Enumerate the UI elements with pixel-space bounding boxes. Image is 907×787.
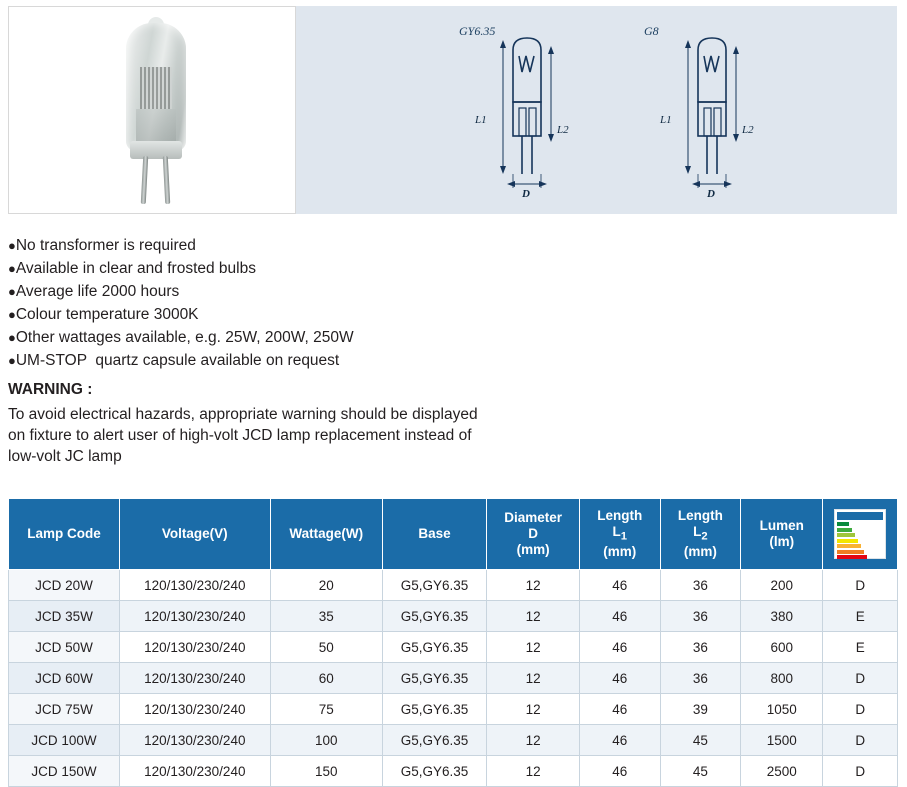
column-header-base: Base	[382, 499, 486, 570]
table-header-row	[9, 499, 898, 570]
cell-lamp-code: JCD 75W	[9, 694, 120, 725]
column-header-length2	[660, 499, 741, 570]
cell-length1: 46	[579, 663, 660, 694]
cell-base: G5,GY6.35	[382, 570, 486, 601]
cell-voltage: 120/130/230/240	[119, 663, 270, 694]
cell-diameter: 12	[487, 570, 580, 601]
cell-lamp-code: JCD 60W	[9, 663, 120, 694]
table-row	[9, 663, 898, 694]
table-row	[9, 725, 898, 756]
table-header	[9, 499, 898, 570]
bulb-illustration	[104, 23, 209, 203]
column-header-diameter-line1: Diameter	[504, 510, 562, 525]
cell-length1: 46	[579, 756, 660, 787]
feature-item	[8, 326, 708, 349]
cell-voltage: 120/130/230/240	[119, 694, 270, 725]
energy-label-bars	[837, 522, 867, 561]
energy-bar-a	[837, 522, 849, 526]
bullet-icon: ●	[8, 307, 16, 322]
cell-lamp-code: JCD 20W	[9, 570, 120, 601]
energy-bar-e	[837, 544, 861, 548]
cell-length1: 46	[579, 725, 660, 756]
bulb-pin-right	[163, 156, 171, 204]
feature-item	[8, 234, 708, 257]
feature-list	[8, 234, 708, 372]
table-body	[9, 570, 898, 787]
drawing-g8-svg	[636, 16, 826, 206]
cell-length2: 36	[660, 663, 741, 694]
column-header-length2-line2	[663, 524, 739, 545]
cell-base: G5,GY6.35	[382, 694, 486, 725]
cell-wattage: 60	[270, 663, 382, 694]
feature-text: Colour temperature 3000K	[15, 306, 199, 323]
column-header-lumen-line1: Lumen	[759, 518, 804, 533]
energy-bar-d	[837, 539, 858, 543]
feature-text: No transformer is required	[15, 237, 196, 254]
feature-text: Available in clear and frosted bulbs	[15, 260, 256, 277]
length2-subscript: 2	[701, 530, 708, 543]
energy-bar-f	[837, 550, 864, 554]
technical-drawings	[296, 6, 897, 214]
table-row	[9, 601, 898, 632]
cell-energy-class: D	[823, 570, 898, 601]
column-header-lamp-code: Lamp Code	[9, 499, 120, 570]
cell-length2: 45	[660, 725, 741, 756]
column-header-wattage: Wattage(W)	[270, 499, 382, 570]
cell-voltage: 120/130/230/240	[119, 632, 270, 663]
cell-length2: 36	[660, 632, 741, 663]
cell-diameter: 12	[487, 694, 580, 725]
cell-energy-class: D	[823, 725, 898, 756]
cell-base: G5,GY6.35	[382, 756, 486, 787]
column-header-length2-line1: Length	[677, 507, 723, 523]
hero-band	[8, 6, 897, 214]
column-header-length1-line2	[582, 524, 658, 545]
warning-body	[8, 404, 728, 467]
cell-diameter: 12	[487, 632, 580, 663]
feature-item	[8, 303, 708, 326]
drawing-gy635	[451, 16, 641, 206]
cell-voltage: 120/130/230/240	[119, 725, 270, 756]
length1-symbol: L	[612, 523, 621, 539]
column-header-diameter	[487, 499, 580, 570]
cell-lumen: 200	[741, 570, 823, 601]
cell-diameter: 12	[487, 601, 580, 632]
cell-length2: 36	[660, 601, 741, 632]
cell-length2: 39	[660, 694, 741, 725]
column-header-energy-class	[823, 499, 898, 570]
specification-table	[8, 498, 898, 787]
warning-line: To avoid electrical hazards, appropriate warning should be displayed	[8, 406, 478, 423]
cell-base: G5,GY6.35	[382, 663, 486, 694]
cell-length1: 46	[579, 601, 660, 632]
cell-base: G5,GY6.35	[382, 725, 486, 756]
warning-title: WARNING :	[8, 381, 93, 398]
bullet-icon: ●	[8, 261, 16, 276]
feature-item	[8, 349, 708, 372]
column-header-length1	[579, 499, 660, 570]
cell-length2: 36	[660, 570, 741, 601]
dim-l1-g8: L1	[660, 114, 672, 126]
cell-base: G5,GY6.35	[382, 632, 486, 663]
bullet-icon: ●	[8, 284, 16, 299]
cell-length1: 46	[579, 570, 660, 601]
column-header-length2-line3: (mm)	[683, 544, 717, 560]
cell-wattage: 50	[270, 632, 382, 663]
energy-label-icon	[834, 509, 886, 559]
feature-item	[8, 280, 708, 303]
cell-energy-class: D	[823, 694, 898, 725]
cell-lamp-code: JCD 150W	[9, 756, 120, 787]
length2-symbol: L	[693, 523, 702, 539]
cell-lumen: 600	[741, 632, 823, 663]
product-photo	[8, 6, 296, 214]
cell-length2: 45	[660, 756, 741, 787]
feature-text: Average life 2000 hours	[15, 283, 180, 300]
cell-energy-class: D	[823, 663, 898, 694]
bulb-base	[130, 141, 182, 159]
bulb-pin-left	[141, 156, 149, 204]
cell-lamp-code: JCD 50W	[9, 632, 120, 663]
cell-wattage: 20	[270, 570, 382, 601]
column-header-voltage: Voltage(V)	[119, 499, 270, 570]
column-header-length1-line3: (mm)	[603, 544, 637, 560]
cell-diameter: 12	[487, 663, 580, 694]
drawing-g8	[636, 16, 826, 206]
cell-lamp-code: JCD 35W	[9, 601, 120, 632]
bulb-filament	[140, 67, 172, 109]
cell-energy-class: D	[823, 756, 898, 787]
cell-wattage: 100	[270, 725, 382, 756]
cell-voltage: 120/130/230/240	[119, 601, 270, 632]
cell-wattage: 150	[270, 756, 382, 787]
dim-l2-g8: L2	[742, 124, 754, 136]
dim-d-gy635: D	[522, 188, 530, 200]
cell-energy-class: E	[823, 632, 898, 663]
column-header-diameter-line2: D	[528, 526, 538, 541]
feature-text: UM-STOP quartz capsule available on request	[15, 352, 340, 369]
length1-subscript: 1	[620, 530, 628, 543]
bulb-inner-capsule	[136, 109, 176, 145]
cell-diameter: 12	[487, 756, 580, 787]
feature-item	[8, 257, 708, 280]
dim-l1-gy635: L1	[475, 114, 487, 126]
cell-lumen: 2500	[741, 756, 823, 787]
energy-label-topbar	[837, 512, 883, 520]
warning-line: on fixture to alert user of high-volt JCD lamp replacement instead of	[8, 427, 472, 444]
column-header-length1-line1: Length	[597, 507, 643, 523]
cell-base: G5,GY6.35	[382, 601, 486, 632]
drawing-label-gy635: GY6.35	[459, 24, 496, 38]
bullet-icon: ●	[8, 238, 16, 253]
warning-line: low-volt JC lamp	[8, 448, 122, 465]
cell-lumen: 1050	[741, 694, 823, 725]
cell-length1: 46	[579, 694, 660, 725]
cell-voltage: 120/130/230/240	[119, 756, 270, 787]
bullet-icon: ●	[8, 330, 16, 345]
bullet-icon: ●	[8, 353, 16, 368]
cell-length1: 46	[579, 632, 660, 663]
column-header-lumen	[741, 499, 823, 570]
energy-bar-c	[837, 533, 855, 537]
column-header-lumen-line2: (lm)	[769, 534, 795, 549]
drawing-gy635-svg	[451, 16, 641, 206]
table-row	[9, 756, 898, 787]
cell-lamp-code: JCD 100W	[9, 725, 120, 756]
dim-d-g8: D	[707, 188, 715, 200]
table-row	[9, 570, 898, 601]
cell-voltage: 120/130/230/240	[119, 570, 270, 601]
column-header-diameter-line3: (mm)	[516, 542, 550, 557]
dim-l2-gy635: L2	[557, 124, 569, 136]
cell-energy-class: E	[823, 601, 898, 632]
cell-lumen: 380	[741, 601, 823, 632]
cell-wattage: 75	[270, 694, 382, 725]
table-row	[9, 632, 898, 663]
cell-lumen: 1500	[741, 725, 823, 756]
energy-bar-b	[837, 528, 852, 532]
drawing-label-g8: G8	[644, 24, 659, 38]
cell-diameter: 12	[487, 725, 580, 756]
table-row	[9, 694, 898, 725]
feature-text: Other wattages available, e.g. 25W, 200W, 250W	[15, 329, 354, 346]
energy-bar-g	[837, 555, 867, 559]
cell-wattage: 35	[270, 601, 382, 632]
cell-lumen: 800	[741, 663, 823, 694]
